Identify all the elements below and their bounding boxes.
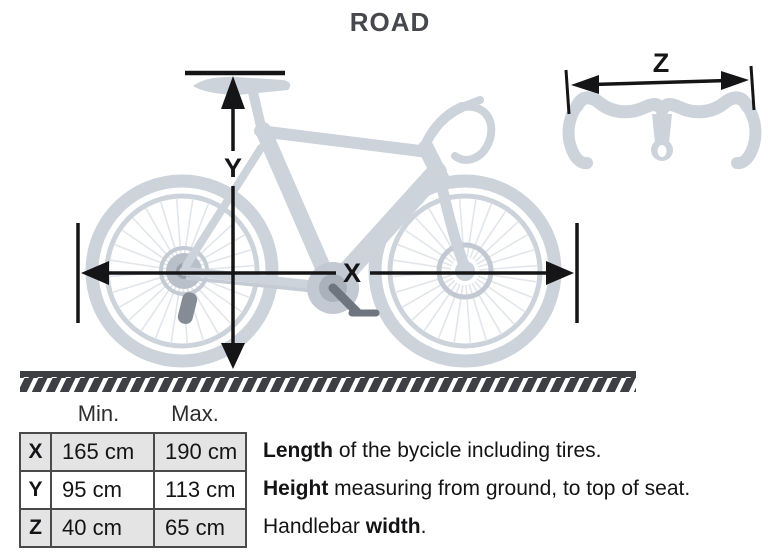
road-bike-silhouette bbox=[92, 77, 555, 361]
min-value: 95 cm bbox=[51, 471, 154, 509]
description-width: Handlebar width. bbox=[263, 515, 427, 538]
table-row bbox=[20, 433, 246, 471]
crankset bbox=[307, 262, 376, 314]
row-label: X bbox=[20, 433, 51, 471]
description-keyword: Height bbox=[263, 477, 329, 500]
handlebar-front-view bbox=[569, 98, 756, 163]
z-dimension-label: Z bbox=[652, 48, 670, 78]
ground-surface bbox=[20, 371, 636, 392]
page-title: ROAD bbox=[349, 7, 431, 37]
row-label: Y bbox=[20, 471, 51, 509]
min-value: 165 cm bbox=[51, 433, 154, 471]
left-arrowhead bbox=[571, 75, 599, 94]
table-row bbox=[20, 509, 246, 547]
max-value: 190 cm bbox=[154, 433, 246, 471]
saddle bbox=[193, 77, 290, 95]
drop-bar-curl bbox=[455, 107, 491, 160]
min-value: 40 cm bbox=[51, 509, 154, 547]
row-label: Z bbox=[20, 509, 51, 547]
description-length: Length of the bycicle including tires. bbox=[263, 439, 602, 462]
description-keyword: width bbox=[365, 515, 421, 538]
max-value: 65 cm bbox=[154, 509, 246, 547]
table-header-max: Max. bbox=[171, 401, 219, 426]
dimension-table bbox=[19, 432, 247, 548]
rear-derailleur bbox=[176, 291, 198, 326]
description-height: Height measuring from ground, to top of seat. bbox=[263, 477, 691, 500]
max-value: 113 cm bbox=[154, 471, 246, 509]
stem-clamp bbox=[652, 114, 672, 143]
table-header-min: Min. bbox=[77, 401, 120, 426]
x-dimension-label: X bbox=[342, 258, 362, 288]
stem bbox=[424, 107, 462, 148]
description-keyword: Length bbox=[263, 439, 333, 462]
right-arrowhead bbox=[721, 71, 749, 90]
y-dimension-label: Y bbox=[223, 153, 243, 183]
table-row bbox=[20, 471, 246, 509]
frame bbox=[184, 77, 491, 293]
